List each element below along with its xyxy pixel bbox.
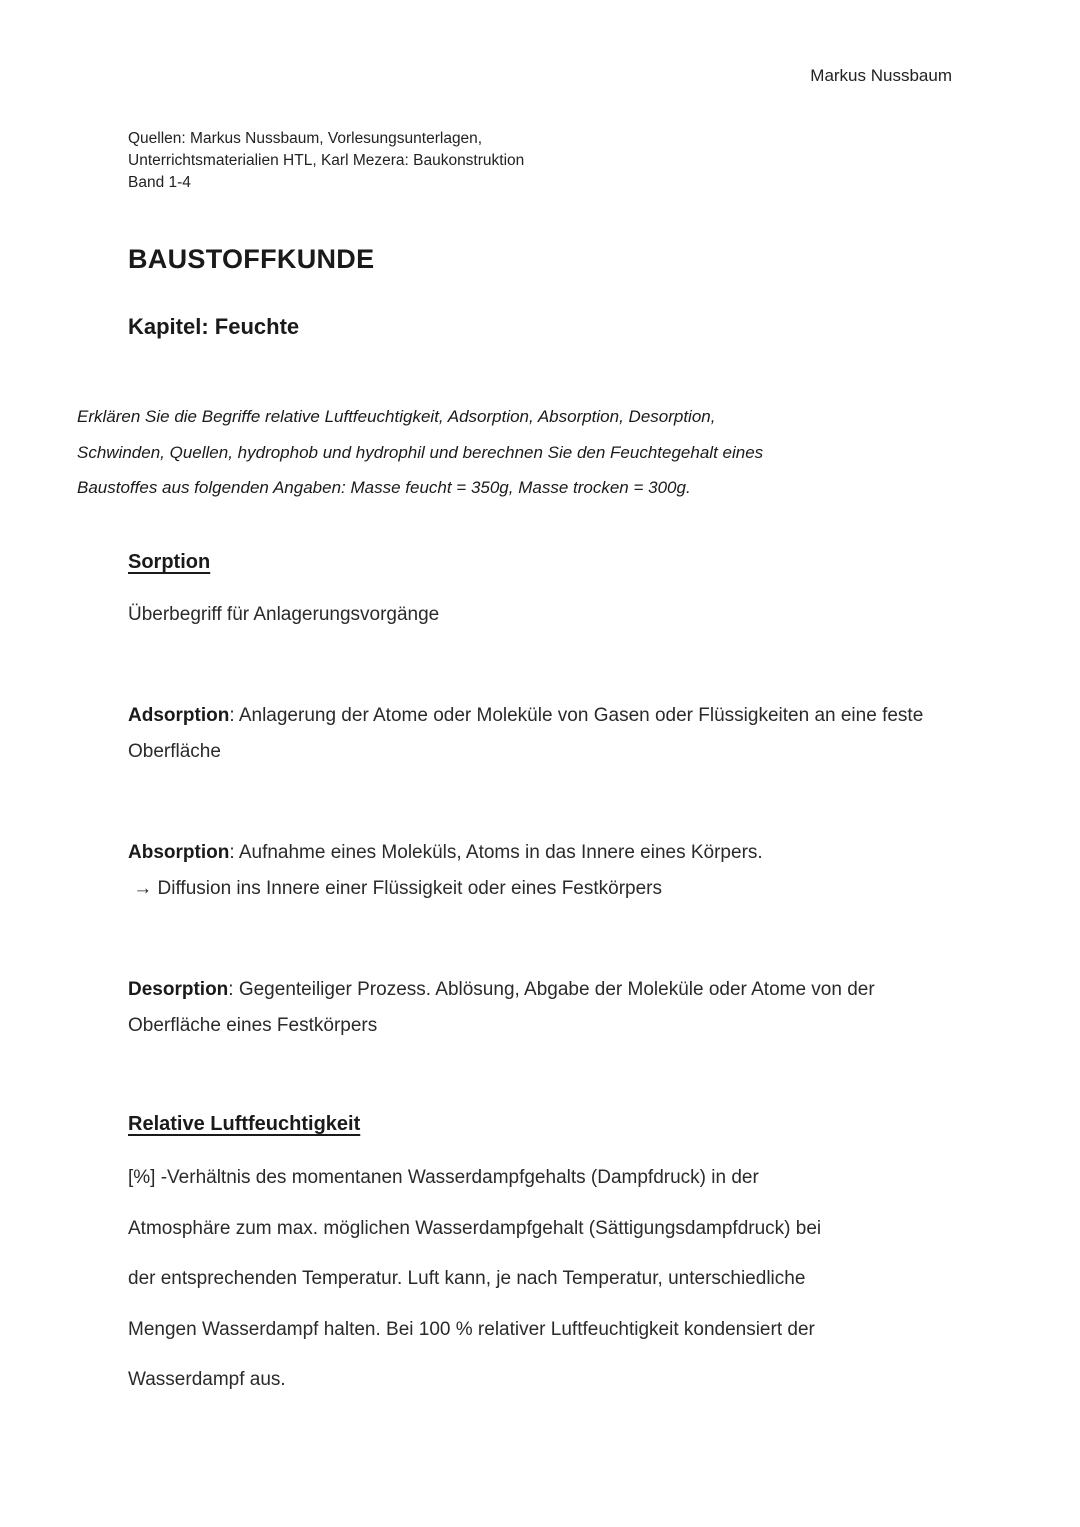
absorption-text: : Aufnahme eines Moleküls, Atoms in das Innere eines Körpers. xyxy=(229,842,763,863)
task-line: Schwinden, Quellen, hydrophob und hydrophil und berechnen Sie den Feuchtegehalt eines xyxy=(77,442,764,462)
sources-line: Quellen: Markus Nussbaum, Vorlesungsunterlagen, xyxy=(128,130,483,147)
humidity-text xyxy=(128,1153,928,1406)
absorption-definition xyxy=(128,835,958,907)
document-title: BAUSTOFFKUNDE xyxy=(128,244,375,274)
desorption-definition xyxy=(128,972,958,1044)
absorption-diffusion-line: → Diffusion ins Innere einer Flüssigkeit oder eines Festkörpers xyxy=(128,878,663,899)
adsorption-term: Adsorption xyxy=(128,705,230,726)
sources-line: Unterrichtsmaterialien HTL, Karl Mezera: Baukonstruktion xyxy=(128,152,525,169)
author-name: Markus Nussbaum xyxy=(810,66,952,85)
adsorption-text: : Anlagerung der Atome oder Moleküle von Gasen oder Flüssigkeiten an eine feste Oberfläche xyxy=(128,705,924,762)
humidity-line: Mengen Wasserdampf halten. Bei 100 % relativer Luftfeuchtigkeit kondensiert der xyxy=(128,1318,815,1340)
humidity-line: der entsprechenden Temperatur. Luft kann, je nach Temperatur, unterschiedliche xyxy=(128,1268,806,1289)
sources-line: Band 1-4 xyxy=(128,174,191,191)
task-question xyxy=(77,399,937,506)
humidity-line: Wasserdampf aus. xyxy=(128,1369,286,1390)
sources-block xyxy=(128,128,524,194)
humidity-heading: Relative Luftfeuchtigkeit xyxy=(128,1113,361,1135)
adsorption-definition xyxy=(128,698,958,770)
desorption-text: : Gegenteiliger Prozess. Ablösung, Abgabe der Moleküle oder Atome von der Oberfläche eines Festkörpers xyxy=(128,979,875,1036)
sorption-text: Überbegriff für Anlagerungsvorgänge xyxy=(128,604,440,625)
desorption-term: Desorption xyxy=(128,979,229,1000)
absorption-term: Absorption xyxy=(128,842,230,863)
task-line: Erklären Sie die Begriffe relative Luftfeuchtigkeit, Adsorption, Absorption, Desorption, xyxy=(77,407,716,426)
task-line: Baustoffes aus folgenden Angaben: Masse feucht = 350g, Masse trocken = 300g. xyxy=(77,478,691,497)
chapter-heading: Kapitel: Feuchte xyxy=(128,314,300,339)
humidity-line: Atmosphäre zum max. möglichen Wasserdampfgehalt (Sättigungsdampfdruck) bei xyxy=(128,1217,822,1239)
humidity-line: [%] -Verhältnis des momentanen Wasserdampfgehalts (Dampfdruck) in der xyxy=(128,1167,759,1188)
sorption-heading: Sorption xyxy=(128,551,211,573)
